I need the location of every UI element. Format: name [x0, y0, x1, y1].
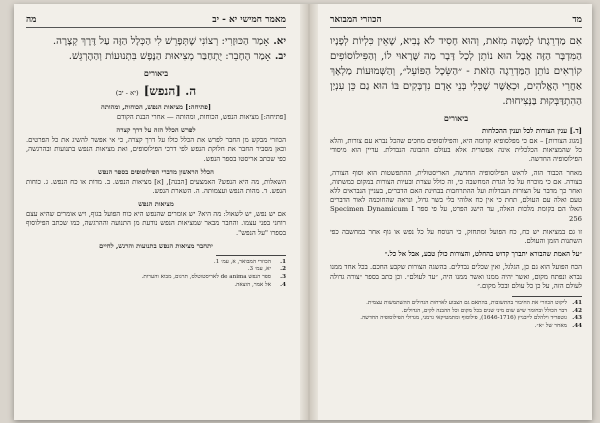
footnote — [330, 323, 582, 331]
footnote-text: יא, עמ׳ 3. — [247, 266, 271, 273]
footnote-text: ספר הנפש de anima לאריסטוטלס, תרגום, מבוא והערות. — [141, 274, 271, 281]
left-commentary-4: אם יש נפש, יש לשאול: מה היא? יש אומרים שהנפש היא כוח הפועל בגוף, ויש אומרים שהיא עצם רוחני בפני עצמו. והחבר מבאר שמציאות הנפש נודעת מן התנועה וההרגשה, כמו שכתב הפילוסוף בספרו "על הנפש". — [26, 210, 286, 237]
footnote-number: 41. — [572, 300, 582, 307]
right-page-number: מד — [572, 15, 582, 25]
left-subhead-4: יתחבר מציאות הנפש בתנועות והרגש, לחיים — [99, 241, 213, 250]
right-commentary-1: [מגוג הצורות] – אם כי מפלסופיא קדומה היא, והפילוסופים מחכים שהכל נברא עם צורות, והלא כל שהמציאות הכלכלית אינה אפשרית אלא בעולם התבונה הנבדלת. עדיין הוא מיסודי הפילוסופיה החדשה. — [330, 137, 582, 164]
left-section-range: (יא - יב) — [115, 89, 139, 97]
footnote-text: דבר הכולל ובחומר שיש שום מיני שנים בכל מקום וכל ההבנה לקים, הגדולים. — [401, 307, 567, 314]
right-footnotes — [330, 300, 582, 330]
footnote-number: 42. — [572, 307, 582, 314]
footnote-number: 4. — [280, 281, 286, 288]
verse-text: אָמַר הַכּוּזָרִי: רְצוֹנִי שֶׁתְּפָרֵשׁ לִי הַכְּלָל הַזֶּה עַל דֶּרֶךְ קְצָרָה. — [52, 36, 270, 47]
right-page — [318, 4, 592, 420]
left-section-heading: ה. [הנפש] — [143, 84, 197, 98]
left-subhead-3: מציאות הנפש — [138, 200, 174, 209]
left-commentary-2: הכוזרי מבקש מן החבר לפרש את הכלל כולו על דרך קצרה, כי אי אפשר להשיג את כל הפרטים. וכאן מסביר החבר את חלוקת הנפש לפי דרכי הפילוסופים, ואת מציאות הנפש בתנועות ובהרגשה, כפי שכתב אריסטו בספר הנפש. — [26, 136, 286, 163]
right-footnote-divider — [512, 296, 582, 297]
latin-reference: Specimen Dynamicum I 256 — [330, 205, 582, 223]
open-book — [14, 4, 592, 420]
footnote-number: 1. — [280, 258, 286, 265]
footnote-number: 3. — [280, 274, 286, 281]
footnote-text: מאחר של ״א״. — [534, 322, 567, 329]
right-commentary-3: זו גם במציאות יש כח, כח הפועל ומתחזק, כי הנוסח על כל נפש או גוף אחר במחשבה כפי השתנות הזמן והעולם. — [330, 227, 582, 246]
left-footnote-divider — [216, 255, 286, 256]
footnote-text: ליקוט הכוזרי את החיבור בהתשובות, בהתאם גם הצבוע לארחות הגדולים ההשתמשות עצמית. — [366, 300, 567, 307]
left-page — [14, 4, 300, 420]
left-subhead-2: הכלל הראשון מדברי הפילוסופים בספר הנפש — [98, 167, 214, 176]
left-main-text — [26, 34, 286, 64]
verse-text: אָמַר הֶחָבֵר: יֻתְחַבַּר מְצִיאוּת הַנֶּפֶשׁ בִּתְנוּעוֹת וְהַהֶרְגֵּשׁ. — [68, 51, 271, 62]
footnote — [26, 266, 286, 274]
right-section-heading: [ד.] ענין הצורות לכל וענין ההכלחות — [481, 126, 582, 135]
right-main-paragraph: אִם מַדְרֵגָתוֹ לְמַטָּה מִזֹּאת, וְהוּא חָסִיד לֹא נָבִיא, שֶׁאֵין כִּלְיוֹת לְפָנָיו הַמִּדְבָּר הַזֶּה אֲבָל הוּא נוֹתֵן לְכָל דָּבָר מַה שֶּׁרָאוּי לוֹ, וְהַפִּילוֹסוֹפִים קוֹרְאִים נוֹתֵן הַמַּדְרֵגָה הַזֹּאת - ״הַשֵּׂכֶל הַפּוֹעֵל״, וְהַשְּׁמוּעוֹת מַלְאָךְ אַחֲרֵי הָאֱלֹהִים, וּכְאַשֶּׁר שֶׁכְּלִי בְּנֵי אָדָם נִדְבָּקִים בּוֹ הוּא גַם כֵּן עִנְיַן הַהִתְדַּבְּקוּת בַּנְּצִיחוּת. — [330, 36, 582, 107]
footnote — [26, 282, 286, 290]
footnote — [26, 274, 286, 282]
left-section-label: ביאורים — [143, 68, 169, 78]
right-commentary-2: מאחר הכבוד הזה, לראש הפילוסופיה החדשה, האריסטולית, ההתפשטות הוא וסוף הצורה, בצורה. אם כי מוכרח על כל הגדת המחשבה כי, זה כולל עצרת ובעיות הצורות במקום כמשתוה, ואחר כך מדבר על הצורות הנבדלות ועל ההתרחבות בבחינת האם הדברים, בעניין הנבראים ללא טעם ואלה עם העולם, תחת כי אין כח אלוהי בלי בשר גדול, ונראה שהחוכמה לאור הדברים האלו הם בקומת מלכות האלה, עד הישג הפרט, על פי ספר — [330, 168, 583, 214]
footnote-text: אל אמר, הוצאה. — [234, 281, 271, 288]
verse-row — [26, 34, 286, 49]
left-page-number: מה — [26, 15, 37, 25]
left-commentary-1: [פתיחה:] מציאות הנפש, הכוחות, ומהותה — אחרי הבנת הקודם — [116, 113, 286, 121]
right-commentary-4: הכח הפועל הוא גם כן, הגלגל, ואין שכלים נבדלים. בהשגה הצורות שקבע החכם. בכל אחד ממנו נברא ונפתח מקום, ואשר יהיה ממנו ואשר ממנו היה, ״עד לעולם״. וכן כתב בספר ״צורה גדולה לעולם הזה, על כן כל עולם ובכל מקום.״ — [330, 263, 582, 290]
footnote — [26, 259, 286, 267]
left-subhead-1: לפרש הכלל הזה על דרך קצרה — [116, 126, 196, 135]
left-commentary-3: השאלות, מה היא הנפש? האמצעים [הבנה], [א] מציאות הנפש. ב. מדות או כח הנפש. ג. כוחות הנפש. ד. מהות הנפש ועצמותה. ה. השארת הנפש. — [26, 177, 286, 196]
right-section-label: ביאורים — [443, 113, 469, 123]
footnote — [330, 315, 582, 323]
footnote-number: 2. — [280, 266, 286, 273]
left-header-title: מאמר חמישי יא - יב — [212, 15, 286, 25]
footnote-text: גוטפריד וילהלם לייבניץ (1646-1716), פילוסוף ומתמטיקאי גרמני, מגדולי הפילוסופיה החדשה. — [360, 315, 567, 322]
right-quote: ״על האמת שהבורא יתברך קדוש בהחלט, והצורות כולן טבע, אבל אל כל.״ — [384, 250, 582, 259]
footnote-number: 43. — [572, 315, 582, 322]
right-header-title: הכוזרי המבואר — [330, 15, 382, 25]
verse-label: יב. — [274, 50, 286, 62]
left-intro: [פתיחה:] מציאות הנפש, הכוחות, ומהותה — [101, 103, 211, 111]
verse-row — [26, 49, 286, 64]
right-commentary-2-block — [330, 169, 582, 224]
right-running-header — [330, 14, 582, 28]
verse-label: יא. — [273, 35, 286, 47]
footnote-number: 44. — [572, 322, 582, 329]
left-footnotes — [26, 259, 286, 289]
footnote-text: הכוזרי המבואר, א, עמ׳ 1. — [213, 258, 271, 265]
book-spine — [300, 4, 318, 420]
left-running-header — [26, 14, 286, 28]
footnote — [330, 300, 582, 308]
right-main-text — [330, 34, 582, 109]
